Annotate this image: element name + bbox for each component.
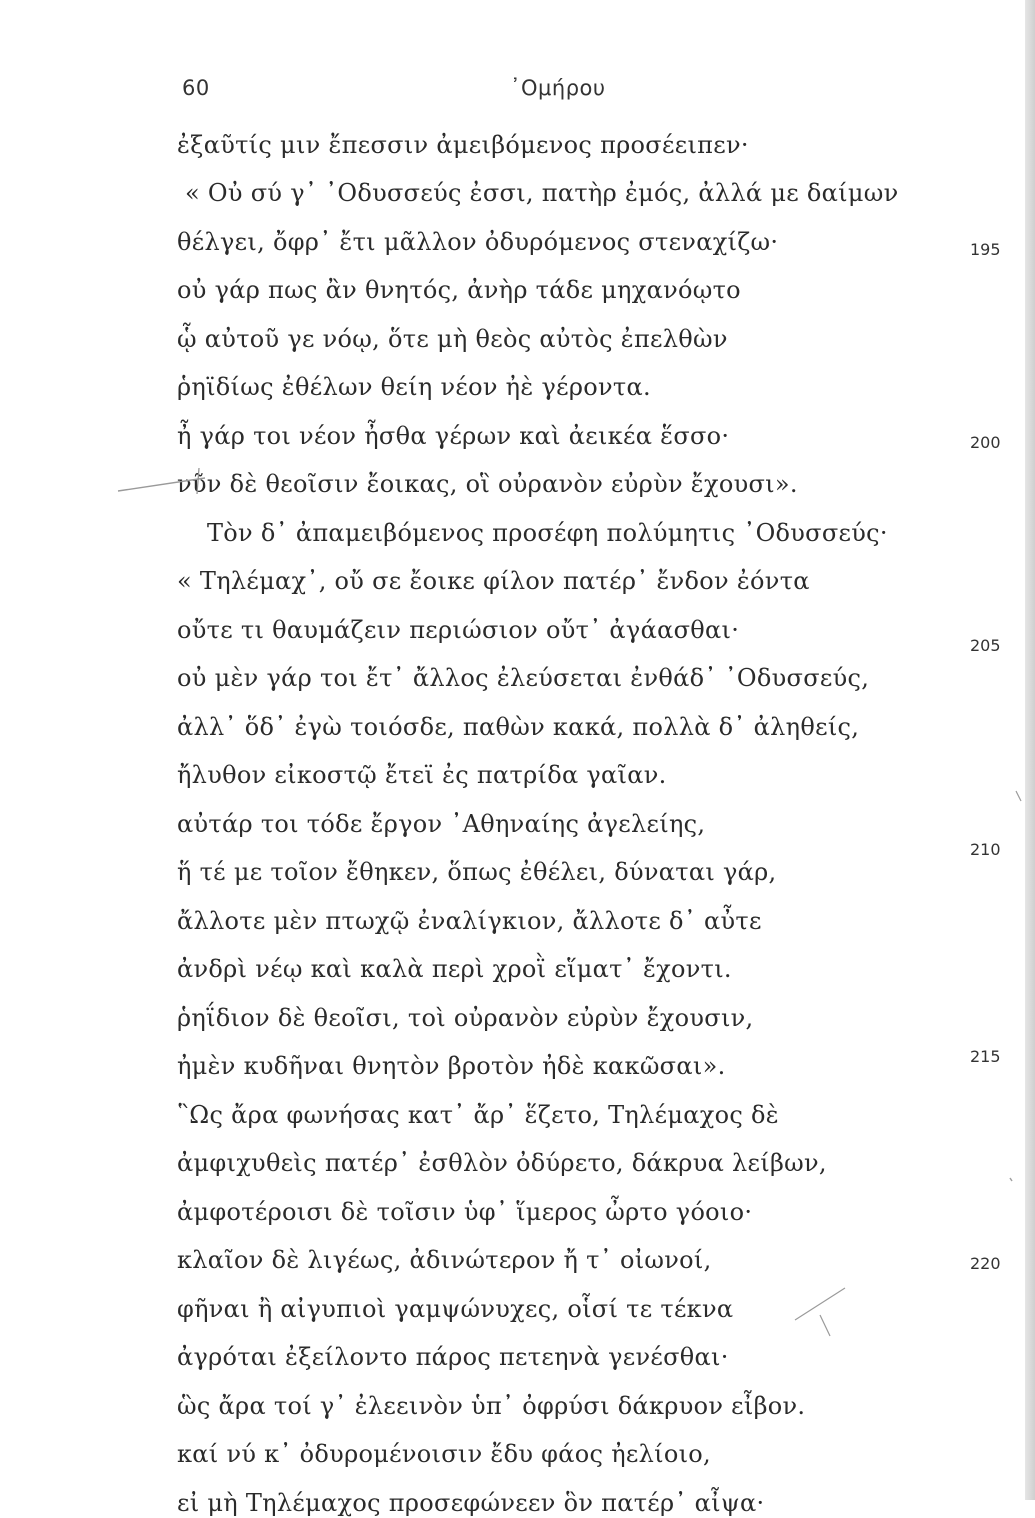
verse-line: ἤλυθον εἰκοστῷ ἔτεϊ ἐς πατρίδα γαῖαν. bbox=[177, 761, 667, 789]
verse-line: θέλγει, ὄφρ᾿ ἔτι μᾶλλον ὀδυρόμενος στεναχίζω· bbox=[177, 228, 779, 256]
verse-line: « Τηλέμαχ᾿, οὔ σε ἔοικε φίλον πατέρ᾿ ἔνδον ἐόντα bbox=[177, 567, 810, 595]
line-number: 210 bbox=[970, 840, 1001, 859]
page-number: 60 bbox=[182, 76, 210, 100]
verse-line: καί νύ κ᾿ ὀδυρομένοισιν ἔδυ φάος ἠελίοιο, bbox=[177, 1440, 711, 1468]
verse-line: ἀγρόται ἐξείλοντο πάρος πετεηνὰ γενέσθαι· bbox=[177, 1343, 729, 1371]
verse-line: νῦν δὲ θεοῖσιν ἔοικας, οἳ οὐρανὸν εὐρὺν ἔχουσι». bbox=[177, 470, 798, 498]
verse-line: ῥηΐδιον δὲ θεοῖσι, τοὶ οὐρανὸν εὐρὺν ἔχουσιν, bbox=[177, 1004, 754, 1032]
verse-line: οὐ μὲν γάρ τοι ἔτ᾿ ἄλλος ἐλεύσεται ἐνθάδ᾿ ᾿Οδυσσεύς, bbox=[177, 664, 870, 692]
verse-line: ᾧ αὐτοῦ γε νόῳ, ὅτε μὴ θεὸς αὐτὸς ἐπελθὼν bbox=[177, 325, 728, 353]
verse-line: « Οὐ σύ γ᾿ ᾿Οδυσσεύς ἐσσι, πατὴρ ἐμός, ἀλλά με δαίμων bbox=[185, 179, 899, 207]
line-number: 205 bbox=[970, 636, 1001, 655]
verse-line: ῥηϊδίως ἐθέλων θείη νέον ἠὲ γέροντα. bbox=[177, 373, 651, 401]
verse-line: ἀλλ᾿ ὅδ᾿ ἐγὼ τοιόσδε, παθὼν κακά, πολλὰ δ᾿ ἀληθείς, bbox=[177, 713, 860, 741]
verse-line: ἀμφοτέροισι δὲ τοῖσιν ὑφ᾿ ἵμερος ὦρτο γόοιο· bbox=[177, 1198, 753, 1226]
verse-line: κλαῖον δὲ λιγέως, ἀδινώτερον ἤ τ᾿ οἰωνοί, bbox=[177, 1246, 712, 1274]
verse-line: ἦ γάρ τοι νέον ἦσθα γέρων καὶ ἀεικέα ἕσσο· bbox=[177, 422, 730, 450]
verse-line: Τὸν δ᾿ ἀπαμειβόμενος προσέφη πολύμητις ᾿Οδυσσεύς· bbox=[207, 519, 888, 547]
verse-line: οὐ γάρ πως ἂν θνητός, ἀνὴρ τάδε μηχανόῳτο bbox=[177, 276, 741, 304]
line-number: 220 bbox=[970, 1254, 1001, 1273]
verse-line: ἥ τέ με τοῖον ἔθηκεν, ὅπως ἐθέλει, δύναται γάρ, bbox=[177, 858, 777, 886]
verse-line: ἀνδρὶ νέῳ καὶ καλὰ περὶ χροῒ εἵματ᾿ ἔχοντι. bbox=[177, 955, 732, 983]
verse-line: ἠμὲν κυδῆναι θνητὸν βροτὸν ἠδὲ κακῶσαι». bbox=[177, 1052, 726, 1080]
verse-line: ἄλλοτε μὲν πτωχῷ ἐναλίγκιον, ἄλλοτε δ᾿ αὖτε bbox=[177, 907, 762, 935]
verse-line: ἀμφιχυθεὶς πατέρ᾿ ἐσθλὸν ὀδύρετο, δάκρυα λείβων, bbox=[177, 1149, 827, 1177]
line-number: 200 bbox=[970, 433, 1001, 452]
verse-line: αὐτάρ τοι τόδε ἔργον ᾿Αθηναίης ἀγελείης, bbox=[177, 810, 706, 838]
line-number: 215 bbox=[970, 1047, 1001, 1066]
verse-line: ὣς ἄρα τοί γ᾿ ἐλεεινὸν ὑπ᾿ ὀφρύσι δάκρυον εἶβον. bbox=[177, 1392, 806, 1420]
verse-line: εἰ μὴ Τηλέμαχος προσεφώνεεν ὃν πατέρ᾿ αἶψα· bbox=[177, 1489, 765, 1517]
line-number: 195 bbox=[970, 240, 1001, 259]
verse-line: οὔτε τι θαυμάζειν περιώσιον οὔτ᾿ ἀγάασθαι· bbox=[177, 616, 740, 644]
running-head: ᾿Ομήρου bbox=[510, 76, 606, 100]
verse-line: ῝Ως ἄρα φωνήσας κατ᾿ ἄρ᾿ ἕζετο, Τηλέμαχος δὲ bbox=[177, 1101, 779, 1129]
verse-line: φῆναι ἢ αἰγυπιοὶ γαμψώνυχες, οἷσί τε τέκνα bbox=[177, 1295, 734, 1323]
verse-line: ἐξαῦτίς μιν ἔπεσσιν ἀμειβόμενος προσέειπεν· bbox=[177, 131, 749, 159]
